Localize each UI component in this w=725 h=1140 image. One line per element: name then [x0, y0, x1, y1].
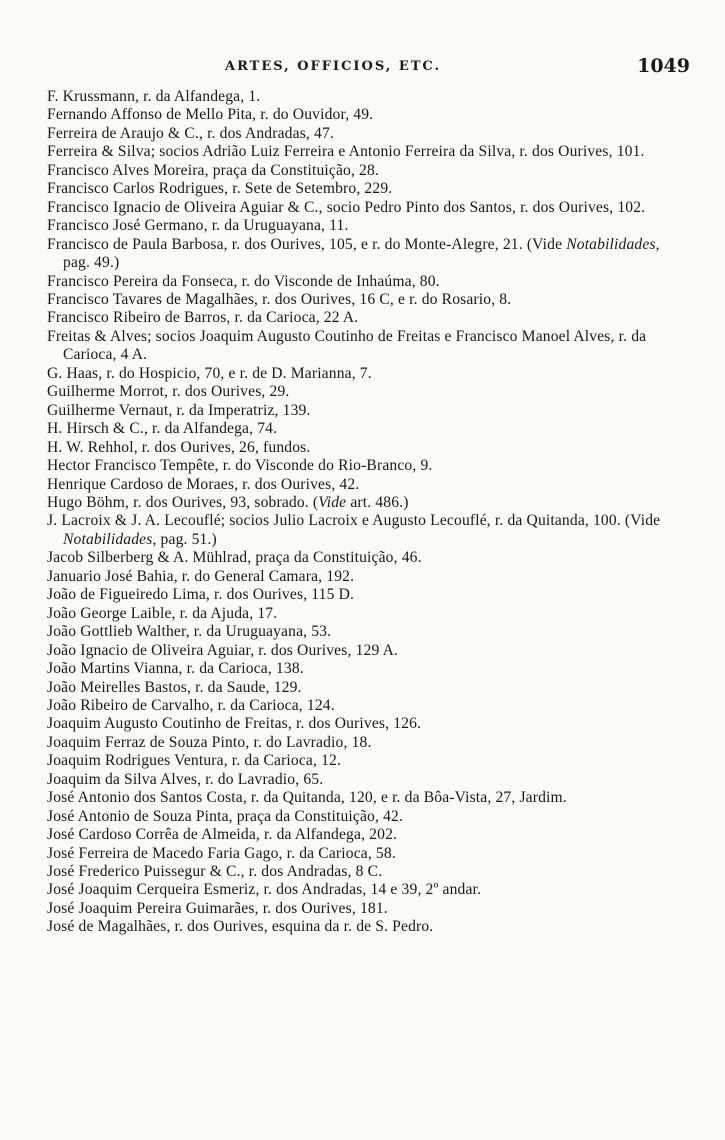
entry-text: Freitas & Alves; socios Joaquim Augusto Coutinho de Freitas e Francisco Manoel Alves, r. da Carioca, 4 A. — [47, 327, 651, 364]
entry-text: Francisco Carlos Rodrigues, r. Sete de Setembro, 229. — [47, 180, 393, 198]
directory-entry — [47, 143, 677, 161]
entry-text: José Frederico Puissegur & C., r. dos Andradas, 8 C. — [47, 863, 383, 881]
directory-entry — [47, 457, 677, 475]
entry-text: Joaquim Rodrigues Ventura, r. da Carioca, 12. — [47, 752, 342, 770]
entry-text: João Martins Vianna, r. da Carioca, 138. — [47, 660, 304, 678]
entry-text: Guilherme Morrot, r. dos Ourives, 29. — [47, 383, 290, 401]
entry-text: Francisco de Paula Barbosa, r. dos Ourives, 105, e r. do Monte-Alegre, 21. (Vide Notabilidades, pag. 49.) — [47, 235, 664, 272]
directory-entry — [47, 642, 677, 660]
entry-text: João Meirelles Bastos, r. da Saude, 129. — [47, 678, 302, 696]
directory-entry — [47, 734, 677, 752]
directory-entry — [47, 180, 677, 198]
entry-text: Francisco Tavares de Magalhães, r. dos Ourives, 16 C, e r. do Rosario, 8. — [47, 290, 512, 308]
directory-entry — [47, 771, 677, 789]
entry-text: José Antonio dos Santos Costa, r. da Quitanda, 120, e r. da Bôa-Vista, 27, Jardim. — [47, 789, 567, 807]
entry-text: J. Lacroix & J. A. Lecouflé; socios Julio Lacroix e Augusto Lecouflé, r. da Quitanda, 100. (Vide Notabilidades, pag. 51.) — [47, 512, 665, 548]
directory-entry — [47, 808, 677, 826]
entry-text: João George Laible, r. da Ajuda, 17. — [47, 604, 278, 622]
entry-text: João de Figueiredo Lima, r. dos Ourives, 115 D. — [47, 586, 355, 604]
directory-entry — [47, 623, 677, 641]
directory-entry — [47, 549, 677, 567]
entry-text: H. W. Rehhol, r. dos Ourives, 26, fundos. — [47, 438, 311, 456]
entry-text: João Gottlieb Walther, r. da Uruguayana, 53. — [47, 623, 332, 641]
entry-text: Francisco Pereira da Fonseca, r. do Visconde de Inhaúma, 80. — [47, 272, 440, 290]
entry-text: F. Krussmann, r. da Alfandega, 1. — [47, 88, 261, 105]
entry-text: José Cardoso Corrêa de Almeida, r. da Alfandega, 202. — [47, 826, 398, 844]
directory-entry — [47, 199, 677, 217]
directory-entry — [47, 402, 677, 420]
directory-entry — [47, 715, 677, 733]
directory-entry — [47, 88, 677, 106]
entry-text: Francisco Ribeiro de Barros, r. da Carioca, 22 A. — [47, 309, 359, 327]
directory-entry — [47, 162, 677, 180]
directory-entry — [47, 826, 677, 844]
directory-entry — [47, 476, 677, 494]
entry-text: Francisco Alves Moreira, praça da Constituição, 28. — [47, 161, 379, 179]
directory-entry — [47, 881, 677, 899]
directory-entry — [47, 845, 677, 863]
directory-entry — [47, 365, 677, 383]
entry-text: João Ribeiro de Carvalho, r. da Carioca, 124. — [47, 696, 335, 714]
entry-text: Hugo Böhm, r. dos Ourives, 93, sobrado. (Vide art. 486.) — [47, 493, 409, 511]
directory-entry — [47, 605, 677, 623]
entry-text: Fernando Affonso de Mello Pita, r. do Ouvidor, 49. — [47, 106, 374, 124]
entry-text: José Joaquim Cerqueira Esmeriz, r. dos Andradas, 14 e 39, 2º andar. — [47, 881, 482, 899]
entry-text: H. Hirsch & C., r. da Alfandega, 74. — [47, 420, 278, 438]
entry-text: Ferreira de Araujo & C., r. dos Andradas, 47. — [47, 124, 334, 142]
directory-entry — [47, 568, 677, 586]
entry-text: G. Haas, r. do Hospicio, 70, e r. de D. Marianna, 7. — [47, 364, 372, 382]
entry-text: Francisco José Germano, r. da Uruguayana, 11. — [47, 217, 349, 235]
entry-text: Henrique Cardoso de Moraes, r. dos Ourives, 42. — [47, 475, 360, 493]
entry-text: José Ferreira de Macedo Faria Gago, r. da Carioca, 58. — [47, 844, 396, 862]
entry-text: José Joaquim Pereira Guimarães, r. dos Ourives, 181. — [47, 899, 388, 917]
page-header — [40, 57, 690, 85]
directory-entry — [47, 125, 677, 143]
directory-entry — [47, 291, 677, 309]
directory-entry — [47, 863, 677, 881]
directory-entry — [47, 309, 677, 327]
directory-entry — [47, 328, 677, 365]
directory-entry — [47, 420, 677, 438]
directory-entry — [47, 236, 677, 273]
directory-entry — [47, 789, 677, 807]
entry-text: Francisco Ignacio de Oliveira Aguiar & C., socio Pedro Pinto dos Santos, r. dos Ourives, 102. — [47, 198, 646, 216]
directory-entry — [47, 383, 677, 401]
directory-entry — [47, 697, 677, 715]
directory-entry — [47, 679, 677, 697]
directory-entries — [47, 88, 677, 937]
entry-text: Januario José Bahia, r. do General Camara, 192. — [47, 567, 355, 585]
entry-text: José Antonio de Souza Pinta, praça da Constituição, 42. — [47, 807, 404, 825]
entry-text: José de Magalhães, r. dos Ourives, esquina da r. de S. Pedro. — [47, 918, 434, 936]
running-head: ARTES, OFFICIOS, ETC. — [225, 59, 442, 74]
directory-entry — [47, 900, 677, 918]
directory-entry — [47, 494, 677, 512]
entry-text: Joaquim Ferraz de Souza Pinto, r. do Lavradio, 18. — [47, 733, 372, 751]
entry-text: João Ignacio de Oliveira Aguiar, r. dos Ourives, 129 A. — [47, 641, 399, 659]
entry-text: Joaquim Augusto Coutinho de Freitas, r. dos Ourives, 126. — [47, 715, 422, 733]
directory-entry — [47, 752, 677, 770]
directory-entry — [47, 918, 677, 936]
directory-entry — [47, 273, 677, 291]
entry-text: Jacob Silberberg & A. Mühlrad, praça da Constituição, 46. — [47, 549, 422, 567]
page-number: 1049 — [637, 55, 690, 77]
directory-entry — [47, 439, 677, 457]
entry-text: Hector Francisco Tempête, r. do Visconde do Rio-Branco, 9. — [47, 457, 433, 475]
entry-text: Guilherme Vernaut, r. da Imperatriz, 139. — [47, 401, 311, 419]
entry-text: Ferreira & Silva; socios Adrião Luiz Ferreira e Antonio Ferreira da Silva, r. dos Ourives, 101. — [47, 143, 645, 161]
directory-entry — [47, 106, 677, 124]
directory-entry — [47, 586, 677, 604]
directory-entry — [47, 217, 677, 235]
entry-text: Joaquim da Silva Alves, r. do Lavradio, 65. — [47, 770, 324, 788]
directory-entry — [47, 660, 677, 678]
directory-entry — [47, 512, 677, 549]
